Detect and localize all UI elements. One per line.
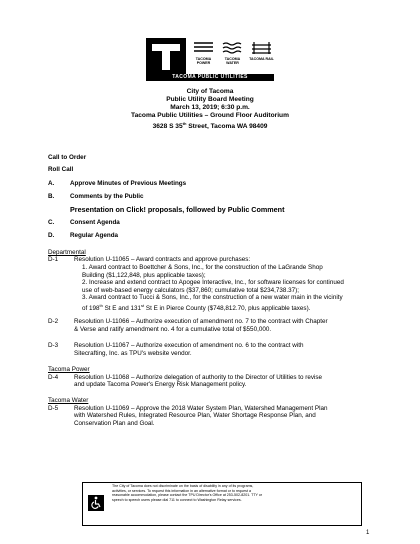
d5-line: Resolution U-11069 – Approve the 2018 Water System Plan, Watershed Management Plan [74,404,328,412]
call-to-order: Call to Order [48,154,87,161]
water-icon [219,40,246,54]
logo-band: TACOMA PUBLIC UTILITIES [146,74,274,81]
item-d-text: Regular Agenda [70,232,119,239]
item-b-letter: B. [48,193,55,200]
meeting-datetime: March 13, 2019; 6:30 p.m. [170,104,250,111]
d1-item-line: 2. Increase and extend contract to Apogee Interactive, Inc., for software licenses for continued [82,279,344,286]
notice-line: reasonable accommodation, please contact the TPU Director's Office at 253-502-8201. TTY or [112,493,263,498]
power-icon [190,40,217,54]
tacoma-power-heading: Tacoma Power [48,366,90,373]
accessibility-notice-text [112,484,358,502]
d1-item-line: 1. Award contract to Boettcher & Sons, Inc., for the construction of the LaGrande Shop [82,264,323,271]
d4-line: and update Tacoma Power's Energy Risk Management policy. [74,381,247,388]
meeting-address: 3628 S 35th Street, Tacoma WA 98409 [152,121,268,131]
d3-line: Resolution U-11067 – Authorize execution of amendment no. 6 to the contract with [74,342,304,349]
meeting-title: Public Utility Board Meeting [166,96,254,103]
item-b-text: Comments by the Public [70,193,144,200]
tacoma-t-logo [146,38,186,74]
presentation-line: Presentation on Click! proposals, followed by Public Comment [70,205,285,214]
item-d-letter: D. [48,232,55,239]
item-c-letter: C. [48,219,55,226]
d5-line: with Watershed Rules, Integrated Resource Plan, Water Shortage Response Plan, and [74,412,316,419]
d5-id: D-5 [48,404,59,412]
tacoma-water-logo [219,40,246,72]
d2-line: Resolution U-11066 – Authorize execution of amendment no. 7 to the contract with Chapter [74,318,328,325]
d3-id: D-3 [48,342,59,349]
d1-item-line: 3. Award contract to Tucci & Sons, Inc., for the construction of a new water main in the vicinity [82,294,343,301]
d1-item-line: use of web-based energy calculators ($37,860; cumulative total $234,738.37); [82,286,300,294]
roll-call: Roll Call [48,166,74,173]
org-name: City of Tacoma [186,88,234,95]
d1-item-line: of 198th St E and 131st St E in Pierce County ($748,812.70, plus applicable taxes). [82,302,311,312]
d4-line: Resolution U-11068 – Authorize delegation of authority to the Director of Utilities to revise [74,373,323,381]
rail-icon [248,40,275,54]
notice-line: activities, or services. To request this information in an alternative format or to request a [112,488,251,493]
d3-line: Sitecrafting, Inc. as TPU's website vendor. [74,349,192,357]
d2-id: D-2 [48,318,59,325]
item-a-letter: A. [48,180,55,187]
d1-text: Resolution U-11065 – Award contracts and approve purchases: [74,256,251,263]
meeting-venue: Tacoma Public Utilities – Ground Floor Auditorium [131,112,289,119]
wheelchair-accessibility-icon [88,495,104,511]
tacoma-rail-logo [248,40,275,72]
notice-line: speech to speech users please dial 711 to connect to Washington Relay services. [112,497,242,502]
logo-division-water: TACOMA WATER [224,57,241,65]
item-a-text: Approve Minutes of Previous Meetings [70,180,187,187]
departmental-heading: Departmental [48,249,86,256]
page-number: 1 [366,530,370,536]
d2-line: & Verse and ratify amendment no. 4 for a cumulative total of $550,000. [74,325,272,333]
item-c-text: Consent Agenda [70,219,120,226]
d1-item-line: Building ($1,122,848, plus applicable taxes); [82,271,206,279]
tacoma-water-heading: Tacoma Water [48,397,89,404]
d4-id: D-4 [48,373,59,381]
logo-division-power: TACOMA POWER [195,57,212,65]
notice-line: The City of Tacoma does not discriminate on the basis of disability in any of its programs, [112,484,254,488]
logo-division-rail: TACOMA RAIL [249,57,274,61]
tacoma-power-logo [190,40,217,72]
d1-id: D-1 [48,256,59,263]
d5-line: Conservation Plan and Goal. [74,419,155,427]
